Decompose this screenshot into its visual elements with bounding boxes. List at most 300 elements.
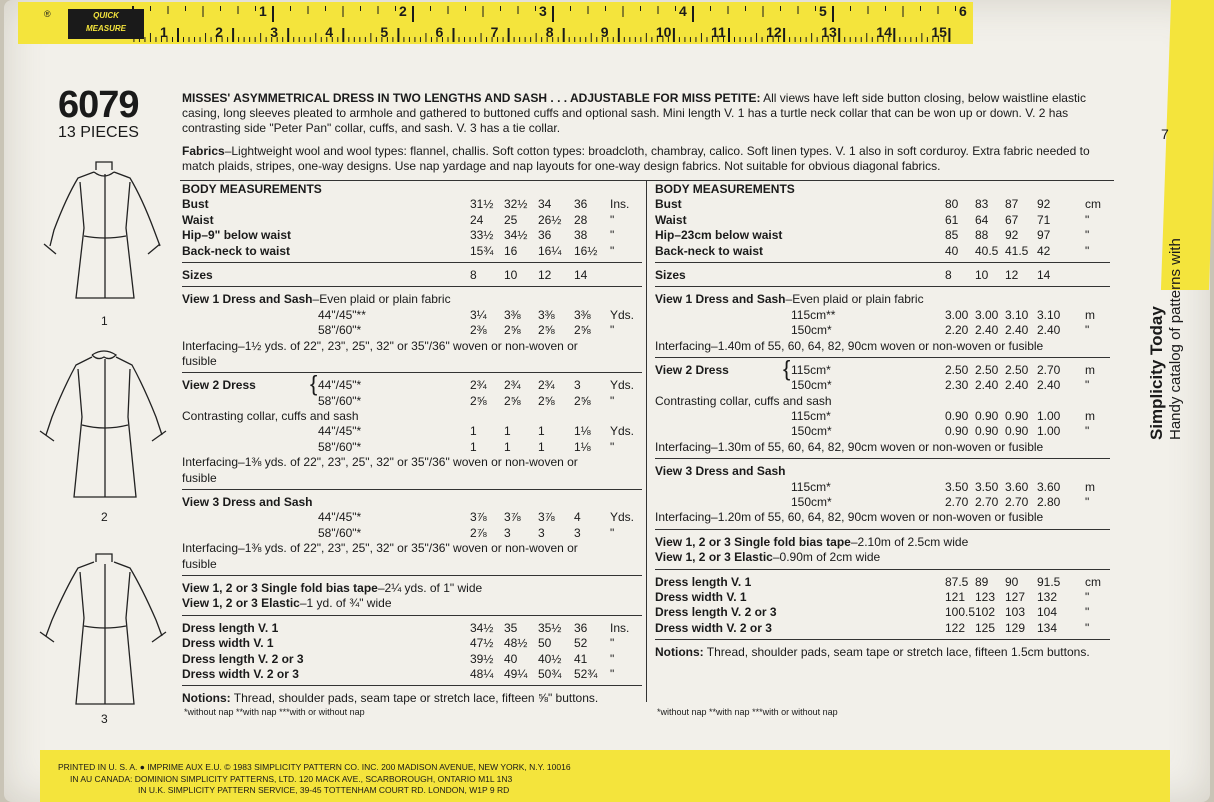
size-value: 40 xyxy=(945,243,959,258)
size-value: 2.50 xyxy=(1005,362,1029,377)
table-row xyxy=(182,596,642,611)
size-value: 26½ xyxy=(538,212,562,227)
view-2-sketch xyxy=(30,345,180,505)
size-value: 1.00 xyxy=(1037,409,1061,424)
unit-label: Yds. xyxy=(610,378,635,393)
view-1-sketch xyxy=(30,158,180,318)
size-value: 123 xyxy=(975,589,996,604)
fabric-width: 150cm* xyxy=(791,495,832,510)
row-label: Dress width V. 1 xyxy=(182,636,274,651)
row-text: Contrasting collar, cuffs and sash xyxy=(655,393,832,408)
size-value: 40½ xyxy=(538,651,562,666)
size-value: 35½ xyxy=(538,620,562,635)
size-value: 3⅞ xyxy=(538,510,555,525)
size-value: 2⅞ xyxy=(470,525,487,540)
row-label: Dress width V. 2 or 3 xyxy=(182,666,299,681)
row-label: Hip–9" below waist xyxy=(182,228,292,243)
size-value: 35 xyxy=(504,620,518,635)
row-text: –2¼ yds. of 1" wide xyxy=(377,580,483,595)
table-row xyxy=(182,581,642,596)
row-label: Hip–23cm below waist xyxy=(655,228,783,243)
row-text: fusible xyxy=(182,556,217,571)
cm-number: 10 xyxy=(655,24,672,40)
table-row xyxy=(655,409,1110,424)
fabric-width: 150cm* xyxy=(791,323,832,338)
row-text: –Even plaid or plain fabric xyxy=(785,292,924,307)
size-value: 40 xyxy=(504,651,518,666)
size-value: 121 xyxy=(945,589,966,604)
size-value: 10 xyxy=(975,267,989,282)
row-text: fusible xyxy=(182,353,217,368)
row-label: View 2 Dress xyxy=(655,362,729,377)
size-value: 0.90 xyxy=(945,424,969,439)
piece-count: 13 PIECES xyxy=(58,124,139,141)
fabric-width: 115cm** xyxy=(791,307,836,322)
size-value: 87 xyxy=(1005,197,1019,212)
fabric-width: 44"/45"** xyxy=(318,307,366,322)
cm-number: 3 xyxy=(270,24,278,40)
row-label: BODY MEASUREMENTS xyxy=(655,182,795,196)
cm-number: 7 xyxy=(490,24,499,40)
unit-label: " xyxy=(1085,228,1090,243)
size-value: 64 xyxy=(975,212,989,227)
size-value: 1.00 xyxy=(1037,424,1061,439)
size-value: 36 xyxy=(538,228,552,243)
size-value: 88 xyxy=(975,228,989,243)
table-row xyxy=(182,636,642,651)
size-value: 2.70 xyxy=(1005,495,1029,510)
table-row xyxy=(655,480,1110,495)
unit-label: " xyxy=(610,243,615,258)
side-brand: Simplicity Today xyxy=(1147,306,1166,440)
size-value: 2.70 xyxy=(945,495,969,510)
cm-number: 13 xyxy=(821,24,837,40)
quick-measure-ruler xyxy=(18,2,973,44)
table-row xyxy=(182,268,642,283)
fabric-width: 115cm* xyxy=(791,362,831,377)
size-value: 1⅛ xyxy=(574,439,591,454)
size-value: 127 xyxy=(1005,589,1026,604)
table-row xyxy=(182,526,642,541)
size-value: 25 xyxy=(504,212,518,227)
size-value: 1 xyxy=(504,439,511,454)
table-row xyxy=(182,228,642,243)
unit-label: cm xyxy=(1085,197,1101,212)
table-row xyxy=(655,213,1110,228)
row-text: Contrasting collar, cuffs and sash xyxy=(182,409,359,424)
table-row xyxy=(182,371,642,397)
table-row xyxy=(182,182,642,197)
size-value: 89 xyxy=(975,574,989,589)
unit-label: " xyxy=(1085,495,1090,510)
unit-label: " xyxy=(610,525,615,540)
size-value: 8 xyxy=(470,267,477,282)
table-row xyxy=(655,308,1110,323)
size-value: 92 xyxy=(1005,228,1019,243)
size-value: 103 xyxy=(1005,605,1026,620)
size-value: 1 xyxy=(538,424,545,439)
row-label: Bust xyxy=(182,197,209,212)
brace-mark: { xyxy=(310,371,318,397)
table-row xyxy=(182,424,642,439)
size-value: 52 xyxy=(574,636,588,651)
table-row xyxy=(655,378,1110,393)
unit-label: " xyxy=(1085,605,1090,620)
size-value: 0.90 xyxy=(1005,409,1029,424)
table-row xyxy=(655,605,1110,620)
table-row xyxy=(182,197,642,212)
size-value: 2.70 xyxy=(1037,362,1061,377)
table-row xyxy=(655,292,1110,307)
unit-label: Yds. xyxy=(610,307,635,322)
unit-label: m xyxy=(1085,409,1095,424)
size-value: 1 xyxy=(538,439,545,454)
table-row xyxy=(182,455,642,470)
size-value: 87.5 xyxy=(945,574,969,589)
size-value: 125 xyxy=(975,620,996,635)
size-value: 91.5 xyxy=(1037,574,1061,589)
row-text: fusible xyxy=(182,470,217,485)
row-label: View 2 Dress xyxy=(182,378,256,393)
copyright-line: PRINTED IN U. S. A. ● IMPRIME AUX E.U. © 1983 SIMPLICITY PATTERN CO. INC. 200 MADISON AVENUE, NEW YORK, N.Y. 10016 xyxy=(58,762,571,772)
size-value: 2.40 xyxy=(975,378,999,393)
size-value: 40.5 xyxy=(975,243,999,258)
fabric-width: 44"/45"* xyxy=(318,424,362,439)
size-value: 47½ xyxy=(470,636,494,651)
row-label: View 3 Dress and Sash xyxy=(182,495,313,510)
size-value: 1⅛ xyxy=(574,424,591,439)
registered-mark: ® xyxy=(44,9,51,19)
size-value: 104 xyxy=(1037,605,1058,620)
inch-number: 2 xyxy=(399,3,407,19)
size-value: 1 xyxy=(470,439,477,454)
row-text: –Even plaid or plain fabric xyxy=(312,292,451,307)
size-value: 2.70 xyxy=(975,495,999,510)
row-label: View 1 Dress and Sash xyxy=(182,292,313,307)
unit-label: " xyxy=(610,212,615,227)
row-text: Interfacing–1.30m of 55, 60, 64, 82, 90cm woven or non-woven or fusible xyxy=(655,439,1044,454)
size-value: 3.60 xyxy=(1037,479,1061,494)
size-value: 10 xyxy=(504,267,518,282)
fabric-width: 150cm* xyxy=(791,378,832,393)
row-label: View 3 Dress and Sash xyxy=(655,464,786,479)
row-label: Waist xyxy=(655,212,687,227)
cm-number: 6 xyxy=(435,24,444,40)
size-value: 97 xyxy=(1037,228,1051,243)
table-divider xyxy=(646,180,647,702)
size-value: 12 xyxy=(1005,267,1019,282)
unit-label: " xyxy=(1085,620,1090,635)
table-row xyxy=(655,339,1110,354)
size-value: 129 xyxy=(1005,620,1026,635)
row-label: View 1, 2 or 3 Elastic xyxy=(655,550,773,565)
size-value: 3⅞ xyxy=(470,510,487,525)
size-value: 32½ xyxy=(504,197,528,212)
row-label: Dress width V. 1 xyxy=(655,589,747,604)
row-label: Back-neck to waist xyxy=(182,243,291,258)
description-title: MISSES' ASYMMETRICAL DRESS IN TWO LENGTHS AND SASH . . . ADJUSTABLE FOR MISS PETITE: xyxy=(182,91,761,105)
size-value: 83 xyxy=(975,197,989,212)
table-row xyxy=(182,244,642,259)
row-text: Thread, shoulder pads, seam tape or stretch lace, fifteen 1.5cm buttons. xyxy=(703,645,1090,660)
copyright-line: IN AU CANADA: DOMINION SIMPLICITY PATTERNS, LTD. 120 MACK AVE., SCARBOROUGH, ONTARIO M1L 1N3 xyxy=(70,773,513,784)
row-label: Notions: xyxy=(182,691,231,706)
table-row xyxy=(655,182,1110,197)
table-row xyxy=(655,550,1110,565)
row-label: Sizes xyxy=(655,267,686,282)
row-label: Sizes xyxy=(182,267,213,282)
table-row xyxy=(182,691,642,706)
size-value: 14 xyxy=(1037,267,1051,282)
row-label: Bust xyxy=(655,197,682,212)
table-row xyxy=(655,464,1110,479)
size-value: 2.40 xyxy=(1005,378,1029,393)
table-row xyxy=(182,394,642,409)
fabric-width: 58"/60"* xyxy=(318,525,362,540)
fabrics-label: Fabrics xyxy=(182,144,225,158)
inch-number: 1 xyxy=(259,3,267,19)
size-value: 34½ xyxy=(504,228,528,243)
size-value: 2.20 xyxy=(945,323,969,338)
table-row xyxy=(182,652,642,667)
pencil-mark: 7 xyxy=(1161,126,1169,142)
side-tagline: Handy catalog of patterns with xyxy=(1167,238,1184,440)
unit-label: " xyxy=(1085,212,1090,227)
size-value: 2⅝ xyxy=(504,393,521,408)
table-row xyxy=(182,557,642,572)
table-row xyxy=(655,621,1110,636)
table-row xyxy=(655,244,1110,259)
table-row xyxy=(182,471,642,486)
imperial-table xyxy=(182,182,642,707)
row-label: Dress length V. 2 or 3 xyxy=(182,651,304,666)
size-value: 2.50 xyxy=(945,362,969,377)
size-value: 4 xyxy=(574,510,581,525)
unit-label: Yds. xyxy=(610,510,635,525)
table-row xyxy=(182,292,642,307)
view-3-number: 3 xyxy=(101,712,108,726)
size-value: 16½ xyxy=(574,243,598,258)
row-text: –0.90m of 2cm wide xyxy=(772,550,881,565)
cm-number: 14 xyxy=(876,24,892,40)
unit-label: Yds. xyxy=(610,424,635,439)
cm-number: 5 xyxy=(380,24,389,40)
size-value: 3.60 xyxy=(1005,479,1029,494)
table-row xyxy=(182,213,642,228)
size-value: 85 xyxy=(945,228,959,243)
size-value: 3 xyxy=(574,378,581,393)
table-row xyxy=(182,667,642,682)
cm-number: 1 xyxy=(160,24,168,40)
size-value: 1 xyxy=(504,424,511,439)
size-value: 134 xyxy=(1037,620,1058,635)
row-label: View 1, 2 or 3 Elastic xyxy=(182,596,300,611)
table-row xyxy=(182,339,642,354)
size-value: 100.5 xyxy=(945,605,976,620)
inch-number: 6 xyxy=(959,3,967,19)
size-value: 3⅜ xyxy=(574,307,591,322)
unit-label: m xyxy=(1085,307,1095,322)
table-row xyxy=(182,354,642,369)
size-value: 36 xyxy=(574,197,588,212)
unit-label: Ins. xyxy=(610,197,630,212)
view-3-sketch xyxy=(30,548,180,708)
size-value: 34½ xyxy=(470,620,494,635)
table-row xyxy=(182,510,642,525)
size-value: 2.80 xyxy=(1037,495,1061,510)
table-row xyxy=(182,621,642,636)
size-value: 36 xyxy=(574,620,588,635)
fabrics-text: –Lightweight wool and wool types: flannel, challis. Soft cotton types: broadcloth, chambray, calico. Soft linen types. V. 1 also in soft corduroy. Extra fabric needed to match plaids, stripes, one-way designs. Use nap yardage and nap layouts for one-way design fabrics. Not suitable for obvious diagonal fabrics. xyxy=(182,144,1090,173)
table-row xyxy=(655,394,1110,409)
table-row xyxy=(655,575,1110,590)
size-value: 0.90 xyxy=(975,424,999,439)
size-value: 2.50 xyxy=(975,362,999,377)
fabric-width: 58"/60"* xyxy=(318,323,362,338)
size-value: 12 xyxy=(538,267,552,282)
row-label: Back-neck to waist xyxy=(655,243,764,258)
size-value: 38 xyxy=(574,228,588,243)
size-value: 2.40 xyxy=(975,323,999,338)
size-value: 2.40 xyxy=(1005,323,1029,338)
size-value: 33½ xyxy=(470,228,494,243)
cm-number: 8 xyxy=(545,24,554,40)
metric-footnote: *without nap **with nap ***with or without nap xyxy=(657,707,838,717)
view-1-number: 1 xyxy=(101,314,108,328)
size-value: 2⅝ xyxy=(470,393,487,408)
size-value: 49¼ xyxy=(504,666,528,681)
row-text: –1 yd. of ¾" wide xyxy=(299,596,392,611)
size-value: 34 xyxy=(538,197,552,212)
row-label: Notions: xyxy=(655,645,704,660)
table-row xyxy=(182,409,642,424)
unit-label: Ins. xyxy=(610,620,630,635)
size-value: 80 xyxy=(945,197,959,212)
table-row xyxy=(655,440,1110,455)
size-value: 16¼ xyxy=(538,243,562,258)
size-value: 2.40 xyxy=(1037,378,1061,393)
size-value: 41.5 xyxy=(1005,243,1029,258)
size-value: 14 xyxy=(574,267,588,282)
row-text: Interfacing–1.20m of 55, 60, 64, 82, 90cm woven or non-woven or fusible xyxy=(655,510,1044,525)
size-value: 0.90 xyxy=(975,409,999,424)
size-value: 2⅝ xyxy=(504,323,521,338)
table-row xyxy=(655,268,1110,283)
row-label: Waist xyxy=(182,212,214,227)
size-value: 50 xyxy=(538,636,552,651)
size-value: 42 xyxy=(1037,243,1051,258)
size-value: 2.40 xyxy=(1037,323,1061,338)
fabric-width: 115cm* xyxy=(791,409,831,424)
description-text: All views have left side button closing, below waistline elastic casing, long sleeves pleated to armhole and gathered to buttoned cuffs and optional sash. Mini length V. 1 has a turtle neck collar that can be won up or down. V. 2 has contrasting side "Peter Pan" collar, cuffs, and sash. V. 3 has a tie collar. xyxy=(182,91,1086,135)
size-value: 28 xyxy=(574,212,588,227)
table-row xyxy=(182,495,642,510)
table-top-rule xyxy=(180,180,1114,181)
fabric-width: 58"/60"* xyxy=(318,393,362,408)
unit-label: " xyxy=(1085,424,1090,439)
size-value: 2⅝ xyxy=(574,393,591,408)
table-row xyxy=(655,355,1110,381)
imperial-footnote: *without nap **with nap ***with or without nap xyxy=(184,707,365,717)
table-row xyxy=(655,645,1110,660)
size-value: 31½ xyxy=(470,197,494,212)
unit-label: " xyxy=(1085,323,1090,338)
row-label: Dress length V. 1 xyxy=(182,620,279,635)
table-row xyxy=(655,424,1110,439)
fabric-width: 150cm* xyxy=(791,424,832,439)
row-label: View 1 Dress and Sash xyxy=(655,292,786,307)
size-value: 61 xyxy=(945,212,959,227)
table-row xyxy=(655,323,1110,338)
fabric-width: 115cm* xyxy=(791,479,831,494)
unit-label: cm xyxy=(1085,574,1101,589)
row-text: Interfacing–1⅜ yds. of 22", 23", 25", 32" or 35"/36" woven or non-woven or xyxy=(182,455,578,470)
cm-number: 11 xyxy=(711,24,726,40)
size-value: 0.90 xyxy=(945,409,969,424)
size-value: 41 xyxy=(574,651,588,666)
size-value: 92 xyxy=(1037,197,1051,212)
table-row xyxy=(182,308,642,323)
unit-label: " xyxy=(1085,243,1090,258)
unit-label: " xyxy=(610,323,615,338)
size-value: 2¾ xyxy=(504,378,521,393)
row-text: –2.10m of 2.5cm wide xyxy=(850,534,969,549)
unit-label: " xyxy=(610,651,615,666)
table-row xyxy=(655,510,1110,525)
table-row xyxy=(655,197,1110,212)
size-value: 3.00 xyxy=(975,307,999,322)
table-row xyxy=(655,535,1110,550)
side-vertical-text xyxy=(1148,238,1185,440)
size-value: 3⅜ xyxy=(504,307,521,322)
size-value: 3.10 xyxy=(1037,307,1061,322)
table-row xyxy=(182,541,642,556)
size-value: 132 xyxy=(1037,589,1058,604)
unit-label: " xyxy=(610,439,615,454)
copyright-line: IN U.K. SIMPLICITY PATTERN SERVICE, 39-45 TOTTENHAM COURT RD. LONDON, W1P 9 RD xyxy=(138,785,510,795)
row-label: Dress width V. 2 or 3 xyxy=(655,620,772,635)
size-value: 0.90 xyxy=(1005,424,1029,439)
size-value: 122 xyxy=(945,620,966,635)
size-value: 3.00 xyxy=(945,307,969,322)
size-value: 3.10 xyxy=(1005,307,1029,322)
fabric-width: 44"/45"* xyxy=(318,510,362,525)
unit-label: " xyxy=(610,393,615,408)
row-label: Dress length V. 1 xyxy=(655,574,752,589)
unit-label: m xyxy=(1085,479,1095,494)
pattern-number: 6079 xyxy=(58,84,139,126)
size-value: 3 xyxy=(574,525,581,540)
metric-table xyxy=(655,182,1110,661)
size-value: 71 xyxy=(1037,212,1051,227)
size-value: 52¾ xyxy=(574,666,598,681)
fabric-width: 44"/45"* xyxy=(318,378,362,393)
brace-mark: { xyxy=(783,355,791,381)
cm-number: 15 xyxy=(931,24,947,40)
size-value: 3¼ xyxy=(470,307,487,322)
row-text: Interfacing–1.40m of 55, 60, 64, 82, 90cm woven or non-woven or fusible xyxy=(655,338,1044,353)
inch-number: 5 xyxy=(819,3,827,19)
size-value: 50¾ xyxy=(538,666,562,681)
fabric-width: 58"/60"* xyxy=(318,439,362,454)
size-value: 2⅜ xyxy=(470,323,487,338)
size-value: 1 xyxy=(470,424,477,439)
size-value: 3 xyxy=(538,525,545,540)
row-text: Thread, shoulder pads, seam tape or stretch lace, fifteen ⅝" buttons. xyxy=(230,691,599,706)
unit-label: " xyxy=(1085,589,1090,604)
pattern-description xyxy=(182,91,1117,136)
size-value: 3⅞ xyxy=(504,510,521,525)
